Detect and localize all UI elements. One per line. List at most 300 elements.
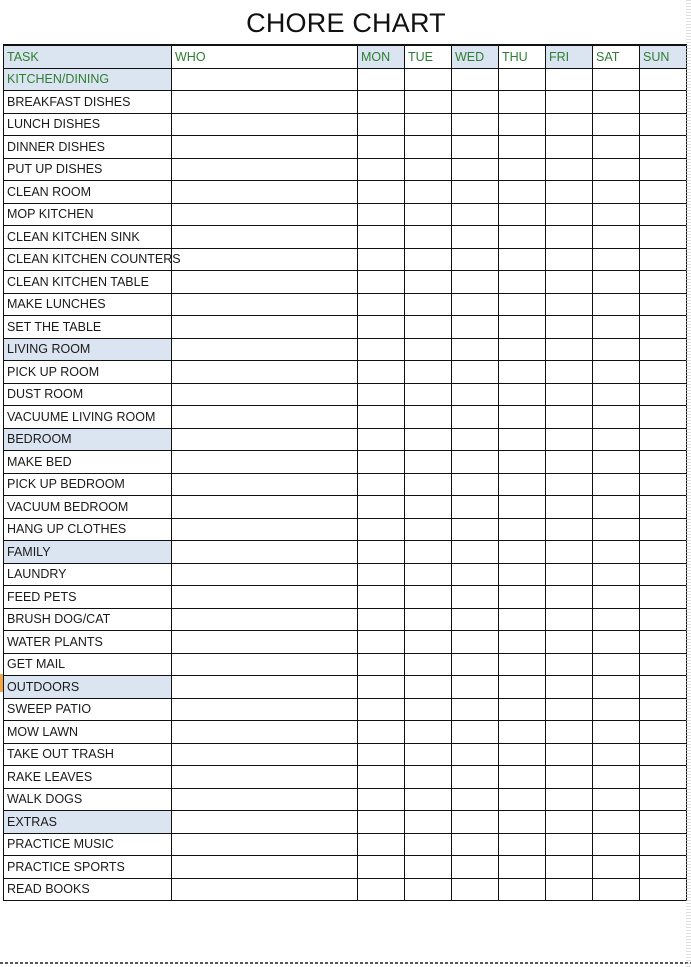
who-cell[interactable] (172, 113, 358, 136)
sat-cell[interactable] (593, 181, 640, 204)
tue-cell[interactable] (405, 383, 452, 406)
sat-cell[interactable] (593, 676, 640, 699)
thu-cell[interactable] (499, 766, 546, 789)
fri-cell[interactable] (546, 586, 593, 609)
fri-cell[interactable] (546, 226, 593, 249)
mon-cell[interactable] (358, 91, 405, 114)
fri-cell[interactable] (546, 653, 593, 676)
sun-cell[interactable] (640, 496, 687, 519)
fri-cell[interactable] (546, 181, 593, 204)
wed-cell[interactable] (452, 631, 499, 654)
who-cell[interactable] (172, 68, 358, 91)
tue-cell[interactable] (405, 698, 452, 721)
sat-cell[interactable] (593, 563, 640, 586)
task-label[interactable]: CLEAN KITCHEN SINK (4, 226, 172, 249)
task-label[interactable]: PICK UP ROOM (4, 361, 172, 384)
tue-cell[interactable] (405, 473, 452, 496)
task-label[interactable]: TAKE OUT TRASH (4, 743, 172, 766)
mon-cell[interactable] (358, 203, 405, 226)
sun-cell[interactable] (640, 271, 687, 294)
who-cell[interactable] (172, 473, 358, 496)
fri-cell[interactable] (546, 406, 593, 429)
sat-cell[interactable] (593, 541, 640, 564)
sat-cell[interactable] (593, 743, 640, 766)
mon-cell[interactable] (358, 743, 405, 766)
tue-cell[interactable] (405, 766, 452, 789)
fri-cell[interactable] (546, 496, 593, 519)
who-cell[interactable] (172, 541, 358, 564)
tue-cell[interactable] (405, 158, 452, 181)
task-label[interactable]: DUST ROOM (4, 383, 172, 406)
tue-cell[interactable] (405, 293, 452, 316)
sun-cell[interactable] (640, 68, 687, 91)
wed-cell[interactable] (452, 473, 499, 496)
fri-cell[interactable] (546, 541, 593, 564)
task-label[interactable]: PICK UP BEDROOM (4, 473, 172, 496)
sat-cell[interactable] (593, 586, 640, 609)
wed-cell[interactable] (452, 586, 499, 609)
fri-cell[interactable] (546, 608, 593, 631)
sun-cell[interactable] (640, 541, 687, 564)
wed-cell[interactable] (452, 608, 499, 631)
sun-cell[interactable] (640, 631, 687, 654)
tue-cell[interactable] (405, 721, 452, 744)
task-label[interactable]: PUT UP DISHES (4, 158, 172, 181)
wed-cell[interactable] (452, 833, 499, 856)
wed-cell[interactable] (452, 158, 499, 181)
task-label[interactable]: PRACTICE MUSIC (4, 833, 172, 856)
sat-cell[interactable] (593, 361, 640, 384)
mon-cell[interactable] (358, 698, 405, 721)
task-label[interactable]: HANG UP CLOTHES (4, 518, 172, 541)
category-label[interactable]: OUTDOORS (4, 676, 172, 699)
fri-cell[interactable] (546, 766, 593, 789)
thu-cell[interactable] (499, 631, 546, 654)
mon-cell[interactable] (358, 811, 405, 834)
fri-cell[interactable] (546, 518, 593, 541)
fri-cell[interactable] (546, 833, 593, 856)
category-label[interactable]: EXTRAS (4, 811, 172, 834)
fri-cell[interactable] (546, 473, 593, 496)
sat-cell[interactable] (593, 271, 640, 294)
sun-cell[interactable] (640, 293, 687, 316)
sat-cell[interactable] (593, 226, 640, 249)
who-cell[interactable] (172, 563, 358, 586)
thu-cell[interactable] (499, 451, 546, 474)
task-label[interactable]: SWEEP PATIO (4, 698, 172, 721)
who-cell[interactable] (172, 316, 358, 339)
task-label[interactable]: WALK DOGS (4, 788, 172, 811)
sun-cell[interactable] (640, 788, 687, 811)
who-cell[interactable] (172, 406, 358, 429)
mon-cell[interactable] (358, 181, 405, 204)
wed-cell[interactable] (452, 383, 499, 406)
task-label[interactable]: VACUUM BEDROOM (4, 496, 172, 519)
mon-cell[interactable] (358, 271, 405, 294)
sun-cell[interactable] (640, 91, 687, 114)
category-label[interactable]: LIVING ROOM (4, 338, 172, 361)
thu-cell[interactable] (499, 608, 546, 631)
fri-cell[interactable] (546, 316, 593, 339)
wed-cell[interactable] (452, 271, 499, 294)
wed-cell[interactable] (452, 91, 499, 114)
wed-cell[interactable] (452, 653, 499, 676)
sat-cell[interactable] (593, 766, 640, 789)
who-cell[interactable] (172, 833, 358, 856)
who-cell[interactable] (172, 676, 358, 699)
mon-cell[interactable] (358, 428, 405, 451)
sat-cell[interactable] (593, 248, 640, 271)
fri-cell[interactable] (546, 856, 593, 879)
sun-cell[interactable] (640, 113, 687, 136)
sun-cell[interactable] (640, 383, 687, 406)
tue-cell[interactable] (405, 676, 452, 699)
sat-cell[interactable] (593, 788, 640, 811)
sun-cell[interactable] (640, 428, 687, 451)
sun-cell[interactable] (640, 676, 687, 699)
task-label[interactable]: CLEAN ROOM (4, 181, 172, 204)
tue-cell[interactable] (405, 226, 452, 249)
task-label[interactable]: CLEAN KITCHEN COUNTERS (4, 248, 172, 271)
who-cell[interactable] (172, 338, 358, 361)
wed-cell[interactable] (452, 856, 499, 879)
sat-cell[interactable] (593, 91, 640, 114)
who-cell[interactable] (172, 361, 358, 384)
category-label[interactable]: BEDROOM (4, 428, 172, 451)
task-label[interactable]: BREAKFAST DISHES (4, 91, 172, 114)
task-label[interactable]: VACUUME LIVING ROOM (4, 406, 172, 429)
fri-cell[interactable] (546, 338, 593, 361)
sat-cell[interactable] (593, 383, 640, 406)
mon-cell[interactable] (358, 608, 405, 631)
thu-cell[interactable] (499, 361, 546, 384)
who-cell[interactable] (172, 878, 358, 901)
task-label[interactable]: LAUNDRY (4, 563, 172, 586)
tue-cell[interactable] (405, 316, 452, 339)
who-cell[interactable] (172, 608, 358, 631)
thu-cell[interactable] (499, 563, 546, 586)
fri-cell[interactable] (546, 203, 593, 226)
wed-cell[interactable] (452, 428, 499, 451)
fri-cell[interactable] (546, 743, 593, 766)
tue-cell[interactable] (405, 631, 452, 654)
sat-cell[interactable] (593, 473, 640, 496)
who-cell[interactable] (172, 136, 358, 159)
task-label[interactable]: WATER PLANTS (4, 631, 172, 654)
thu-cell[interactable] (499, 496, 546, 519)
tue-cell[interactable] (405, 406, 452, 429)
task-label[interactable]: MOW LAWN (4, 721, 172, 744)
sat-cell[interactable] (593, 721, 640, 744)
sat-cell[interactable] (593, 653, 640, 676)
sun-cell[interactable] (640, 226, 687, 249)
thu-cell[interactable] (499, 68, 546, 91)
mon-cell[interactable] (358, 406, 405, 429)
who-cell[interactable] (172, 271, 358, 294)
sat-cell[interactable] (593, 833, 640, 856)
sat-cell[interactable] (593, 608, 640, 631)
fri-cell[interactable] (546, 451, 593, 474)
task-label[interactable]: MAKE LUNCHES (4, 293, 172, 316)
task-label[interactable]: DINNER DISHES (4, 136, 172, 159)
thu-cell[interactable] (499, 653, 546, 676)
mon-cell[interactable] (358, 496, 405, 519)
wed-cell[interactable] (452, 113, 499, 136)
thu-cell[interactable] (499, 136, 546, 159)
who-cell[interactable] (172, 766, 358, 789)
mon-cell[interactable] (358, 248, 405, 271)
thu-cell[interactable] (499, 113, 546, 136)
tue-cell[interactable] (405, 68, 452, 91)
mon-cell[interactable] (358, 158, 405, 181)
fri-cell[interactable] (546, 698, 593, 721)
who-cell[interactable] (172, 496, 358, 519)
mon-cell[interactable] (358, 631, 405, 654)
fri-cell[interactable] (546, 271, 593, 294)
task-label[interactable]: MAKE BED (4, 451, 172, 474)
thu-cell[interactable] (499, 158, 546, 181)
sun-cell[interactable] (640, 473, 687, 496)
fri-cell[interactable] (546, 113, 593, 136)
sun-cell[interactable] (640, 811, 687, 834)
who-cell[interactable] (172, 383, 358, 406)
thu-cell[interactable] (499, 293, 546, 316)
sat-cell[interactable] (593, 428, 640, 451)
sat-cell[interactable] (593, 698, 640, 721)
sat-cell[interactable] (593, 811, 640, 834)
sat-cell[interactable] (593, 878, 640, 901)
tue-cell[interactable] (405, 113, 452, 136)
thu-cell[interactable] (499, 676, 546, 699)
tue-cell[interactable] (405, 248, 452, 271)
wed-cell[interactable] (452, 721, 499, 744)
mon-cell[interactable] (358, 361, 405, 384)
wed-cell[interactable] (452, 676, 499, 699)
sat-cell[interactable] (593, 631, 640, 654)
tue-cell[interactable] (405, 608, 452, 631)
tue-cell[interactable] (405, 271, 452, 294)
wed-cell[interactable] (452, 203, 499, 226)
who-cell[interactable] (172, 788, 358, 811)
mon-cell[interactable] (358, 676, 405, 699)
thu-cell[interactable] (499, 248, 546, 271)
wed-cell[interactable] (452, 766, 499, 789)
sat-cell[interactable] (593, 406, 640, 429)
tue-cell[interactable] (405, 518, 452, 541)
mon-cell[interactable] (358, 68, 405, 91)
sat-cell[interactable] (593, 203, 640, 226)
mon-cell[interactable] (358, 338, 405, 361)
tue-cell[interactable] (405, 496, 452, 519)
thu-cell[interactable] (499, 473, 546, 496)
who-cell[interactable] (172, 856, 358, 879)
sat-cell[interactable] (593, 338, 640, 361)
wed-cell[interactable] (452, 496, 499, 519)
tue-cell[interactable] (405, 653, 452, 676)
wed-cell[interactable] (452, 541, 499, 564)
tue-cell[interactable] (405, 451, 452, 474)
who-cell[interactable] (172, 586, 358, 609)
task-label[interactable]: CLEAN KITCHEN TABLE (4, 271, 172, 294)
who-cell[interactable] (172, 203, 358, 226)
sun-cell[interactable] (640, 248, 687, 271)
category-label[interactable]: FAMILY (4, 541, 172, 564)
wed-cell[interactable] (452, 406, 499, 429)
wed-cell[interactable] (452, 68, 499, 91)
sun-cell[interactable] (640, 158, 687, 181)
sun-cell[interactable] (640, 316, 687, 339)
tue-cell[interactable] (405, 878, 452, 901)
mon-cell[interactable] (358, 518, 405, 541)
thu-cell[interactable] (499, 743, 546, 766)
task-label[interactable]: SET THE TABLE (4, 316, 172, 339)
sat-cell[interactable] (593, 158, 640, 181)
thu-cell[interactable] (499, 316, 546, 339)
fri-cell[interactable] (546, 68, 593, 91)
thu-cell[interactable] (499, 406, 546, 429)
mon-cell[interactable] (358, 541, 405, 564)
mon-cell[interactable] (358, 653, 405, 676)
who-cell[interactable] (172, 743, 358, 766)
fri-cell[interactable] (546, 91, 593, 114)
sun-cell[interactable] (640, 181, 687, 204)
task-label[interactable]: GET MAIL (4, 653, 172, 676)
sun-cell[interactable] (640, 518, 687, 541)
wed-cell[interactable] (452, 788, 499, 811)
mon-cell[interactable] (358, 721, 405, 744)
who-cell[interactable] (172, 226, 358, 249)
mon-cell[interactable] (358, 136, 405, 159)
wed-cell[interactable] (452, 743, 499, 766)
wed-cell[interactable] (452, 878, 499, 901)
tue-cell[interactable] (405, 428, 452, 451)
wed-cell[interactable] (452, 316, 499, 339)
thu-cell[interactable] (499, 721, 546, 744)
tue-cell[interactable] (405, 811, 452, 834)
wed-cell[interactable] (452, 226, 499, 249)
mon-cell[interactable] (358, 293, 405, 316)
fri-cell[interactable] (546, 631, 593, 654)
who-cell[interactable] (172, 451, 358, 474)
wed-cell[interactable] (452, 811, 499, 834)
task-label[interactable]: PRACTICE SPORTS (4, 856, 172, 879)
mon-cell[interactable] (358, 856, 405, 879)
fri-cell[interactable] (546, 383, 593, 406)
task-label[interactable]: FEED PETS (4, 586, 172, 609)
who-cell[interactable] (172, 811, 358, 834)
thu-cell[interactable] (499, 271, 546, 294)
who-cell[interactable] (172, 293, 358, 316)
wed-cell[interactable] (452, 181, 499, 204)
tue-cell[interactable] (405, 203, 452, 226)
sat-cell[interactable] (593, 136, 640, 159)
who-cell[interactable] (172, 428, 358, 451)
wed-cell[interactable] (452, 698, 499, 721)
sun-cell[interactable] (640, 766, 687, 789)
sat-cell[interactable] (593, 496, 640, 519)
mon-cell[interactable] (358, 833, 405, 856)
mon-cell[interactable] (358, 383, 405, 406)
thu-cell[interactable] (499, 181, 546, 204)
wed-cell[interactable] (452, 563, 499, 586)
tue-cell[interactable] (405, 338, 452, 361)
sun-cell[interactable] (640, 721, 687, 744)
sun-cell[interactable] (640, 833, 687, 856)
tue-cell[interactable] (405, 856, 452, 879)
thu-cell[interactable] (499, 833, 546, 856)
wed-cell[interactable] (452, 248, 499, 271)
sun-cell[interactable] (640, 608, 687, 631)
task-label[interactable]: MOP KITCHEN (4, 203, 172, 226)
fri-cell[interactable] (546, 248, 593, 271)
sat-cell[interactable] (593, 518, 640, 541)
sun-cell[interactable] (640, 338, 687, 361)
thu-cell[interactable] (499, 518, 546, 541)
wed-cell[interactable] (452, 136, 499, 159)
mon-cell[interactable] (358, 563, 405, 586)
fri-cell[interactable] (546, 788, 593, 811)
sun-cell[interactable] (640, 361, 687, 384)
who-cell[interactable] (172, 248, 358, 271)
tue-cell[interactable] (405, 541, 452, 564)
thu-cell[interactable] (499, 698, 546, 721)
thu-cell[interactable] (499, 856, 546, 879)
sat-cell[interactable] (593, 113, 640, 136)
fri-cell[interactable] (546, 136, 593, 159)
wed-cell[interactable] (452, 518, 499, 541)
task-label[interactable]: LUNCH DISHES (4, 113, 172, 136)
fri-cell[interactable] (546, 293, 593, 316)
tue-cell[interactable] (405, 91, 452, 114)
tue-cell[interactable] (405, 361, 452, 384)
task-label[interactable]: BRUSH DOG/CAT (4, 608, 172, 631)
sun-cell[interactable] (640, 698, 687, 721)
sun-cell[interactable] (640, 563, 687, 586)
mon-cell[interactable] (358, 316, 405, 339)
sat-cell[interactable] (593, 293, 640, 316)
sun-cell[interactable] (640, 136, 687, 159)
tue-cell[interactable] (405, 563, 452, 586)
sun-cell[interactable] (640, 743, 687, 766)
fri-cell[interactable] (546, 721, 593, 744)
fri-cell[interactable] (546, 158, 593, 181)
fri-cell[interactable] (546, 811, 593, 834)
mon-cell[interactable] (358, 788, 405, 811)
sat-cell[interactable] (593, 451, 640, 474)
mon-cell[interactable] (358, 451, 405, 474)
thu-cell[interactable] (499, 226, 546, 249)
thu-cell[interactable] (499, 878, 546, 901)
sun-cell[interactable] (640, 856, 687, 879)
task-label[interactable]: READ BOOKS (4, 878, 172, 901)
who-cell[interactable] (172, 653, 358, 676)
who-cell[interactable] (172, 721, 358, 744)
thu-cell[interactable] (499, 203, 546, 226)
category-label[interactable]: KITCHEN/DINING (4, 68, 172, 91)
wed-cell[interactable] (452, 451, 499, 474)
tue-cell[interactable] (405, 833, 452, 856)
who-cell[interactable] (172, 158, 358, 181)
sun-cell[interactable] (640, 586, 687, 609)
who-cell[interactable] (172, 91, 358, 114)
mon-cell[interactable] (358, 113, 405, 136)
sun-cell[interactable] (640, 653, 687, 676)
sun-cell[interactable] (640, 451, 687, 474)
wed-cell[interactable] (452, 361, 499, 384)
fri-cell[interactable] (546, 676, 593, 699)
thu-cell[interactable] (499, 383, 546, 406)
tue-cell[interactable] (405, 136, 452, 159)
